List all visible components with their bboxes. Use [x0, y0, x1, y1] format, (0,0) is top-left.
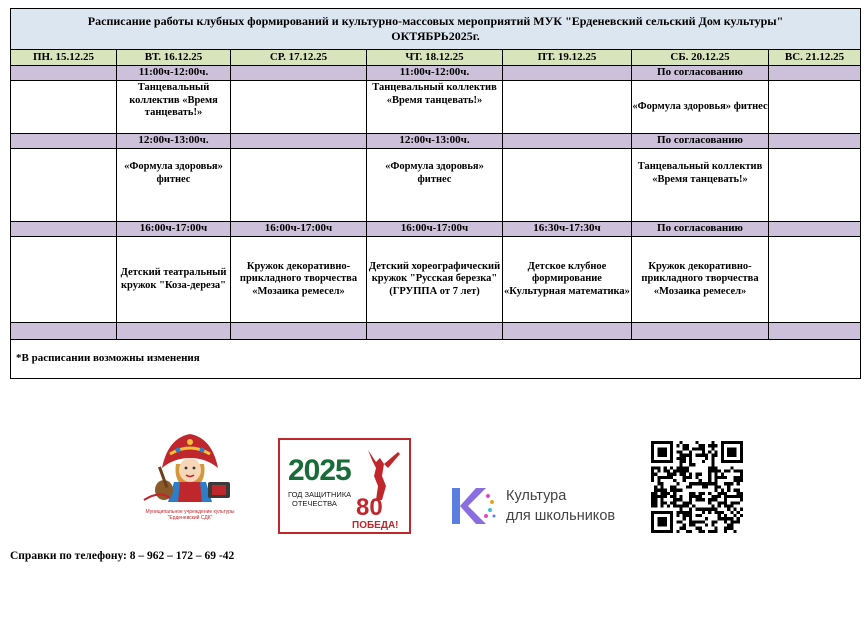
time-cell: 12:00ч-13:00ч. — [367, 134, 503, 149]
time-cell: 16:00ч-17:00ч — [117, 222, 231, 237]
schedule-title — [11, 9, 861, 50]
time-cell — [503, 134, 632, 149]
activity-cell: «Формула здоровья» фитнес — [632, 81, 769, 134]
time-cell — [11, 222, 117, 237]
time-cell — [769, 222, 861, 237]
time-cell — [503, 66, 632, 81]
schedule-title-line1: Расписание работы клубных формирований и культурно-массовых мероприятий МУК "Ерденевский сельский Дом культуры" — [87, 14, 784, 28]
time-cell: 16:00ч-17:00ч — [231, 222, 367, 237]
time-cell: По согласованию — [632, 66, 769, 81]
time-row — [11, 134, 861, 149]
time-cell: 16:00ч-17:00ч — [367, 222, 503, 237]
time-cell — [11, 134, 117, 149]
time-cell: 16:30ч-17:30ч — [503, 222, 632, 237]
activity-cell: Кружок декоративно-прикладного творчества «Мозаика ремесел» — [231, 237, 367, 323]
dk-logo — [140, 430, 240, 521]
year-2025-logo — [278, 438, 411, 534]
activity-row — [11, 237, 861, 323]
activity-cell — [503, 81, 632, 134]
day-header: ПН. 15.12.25 — [11, 50, 117, 66]
day-header: ЧТ. 18.12.25 — [367, 50, 503, 66]
schedule-note: *В расписании возможны изменения — [11, 340, 861, 379]
time-cell: 11:00ч-12:00ч. — [117, 66, 231, 81]
day-header: ПТ. 19.12.25 — [503, 50, 632, 66]
time-cell — [231, 66, 367, 81]
activity-cell: Детский театральный кружок "Коза-дереза" — [117, 237, 231, 323]
dk-logo-caption: Муниципальное учреждение культуры "Ерденевский СДК" — [145, 509, 235, 521]
time-cell: По согласованию — [632, 222, 769, 237]
day-header: СБ. 20.12.25 — [632, 50, 769, 66]
activity-cell: «Формула здоровья» фитнес — [117, 149, 231, 222]
activity-cell — [503, 149, 632, 222]
time-cell — [231, 134, 367, 149]
time-cell — [11, 66, 117, 81]
year-number: 2025 — [288, 454, 351, 487]
culture-for-students-logo — [450, 478, 640, 534]
victory-word: ПОБЕДА! — [352, 520, 399, 531]
qr-code — [651, 441, 743, 533]
activity-cell — [769, 149, 861, 222]
day-header: ВС. 21.12.25 — [769, 50, 861, 66]
activity-cell: Танцевальный коллектив «Время танцевать!» — [117, 81, 231, 134]
victory-number: 80 — [356, 494, 383, 521]
activity-cell: «Формула здоровья» фитнес — [367, 149, 503, 222]
day-header: СР. 17.12.25 — [231, 50, 367, 66]
time-cell: По согласованию — [632, 134, 769, 149]
activity-row — [11, 149, 861, 222]
activity-cell — [231, 149, 367, 222]
activity-cell — [769, 81, 861, 134]
activity-cell: Детское клубное формирование «Культурная математика» — [503, 237, 632, 323]
activity-cell — [11, 237, 117, 323]
activity-cell — [769, 237, 861, 323]
phone-info: Справки по телефону: 8 – 962 – 172 – 69 -42 — [10, 550, 235, 562]
empty-row — [11, 323, 861, 340]
day-header: ВТ. 16.12.25 — [117, 50, 231, 66]
time-cell — [769, 134, 861, 149]
culture-k-icon — [450, 486, 496, 526]
qr-code-icon — [651, 441, 743, 533]
time-cell: 12:00ч-13:00ч. — [117, 134, 231, 149]
time-cell — [769, 66, 861, 81]
activity-cell — [231, 81, 367, 134]
doll-emblem-icon — [140, 430, 240, 504]
culture-logo-text: Культура для школьников — [506, 488, 616, 524]
time-row — [11, 222, 861, 237]
activity-cell: Кружок декоративно-прикладного творчества «Мозаика ремесел» — [632, 237, 769, 323]
day-header-row — [11, 50, 861, 66]
time-cell: 11:00ч-12:00ч. — [367, 66, 503, 81]
activity-row — [11, 81, 861, 134]
activity-cell — [11, 149, 117, 222]
activity-cell: Танцевальный коллектив «Время танцевать!» — [367, 81, 503, 134]
time-row — [11, 66, 861, 81]
year-caption: ГОД ЗАЩИТНИКА ОТЕЧЕСТВА — [288, 490, 352, 508]
schedule-title-line2: ОКТЯБРЬ2025г. — [391, 29, 480, 43]
activity-cell: Детский хореографический кружок "Русская березка" (ГРУППА от 7 лет) — [367, 237, 503, 323]
activity-cell — [11, 81, 117, 134]
schedule-table — [10, 8, 861, 379]
activity-cell: Танцевальный коллектив «Время танцевать!» — [632, 149, 769, 222]
